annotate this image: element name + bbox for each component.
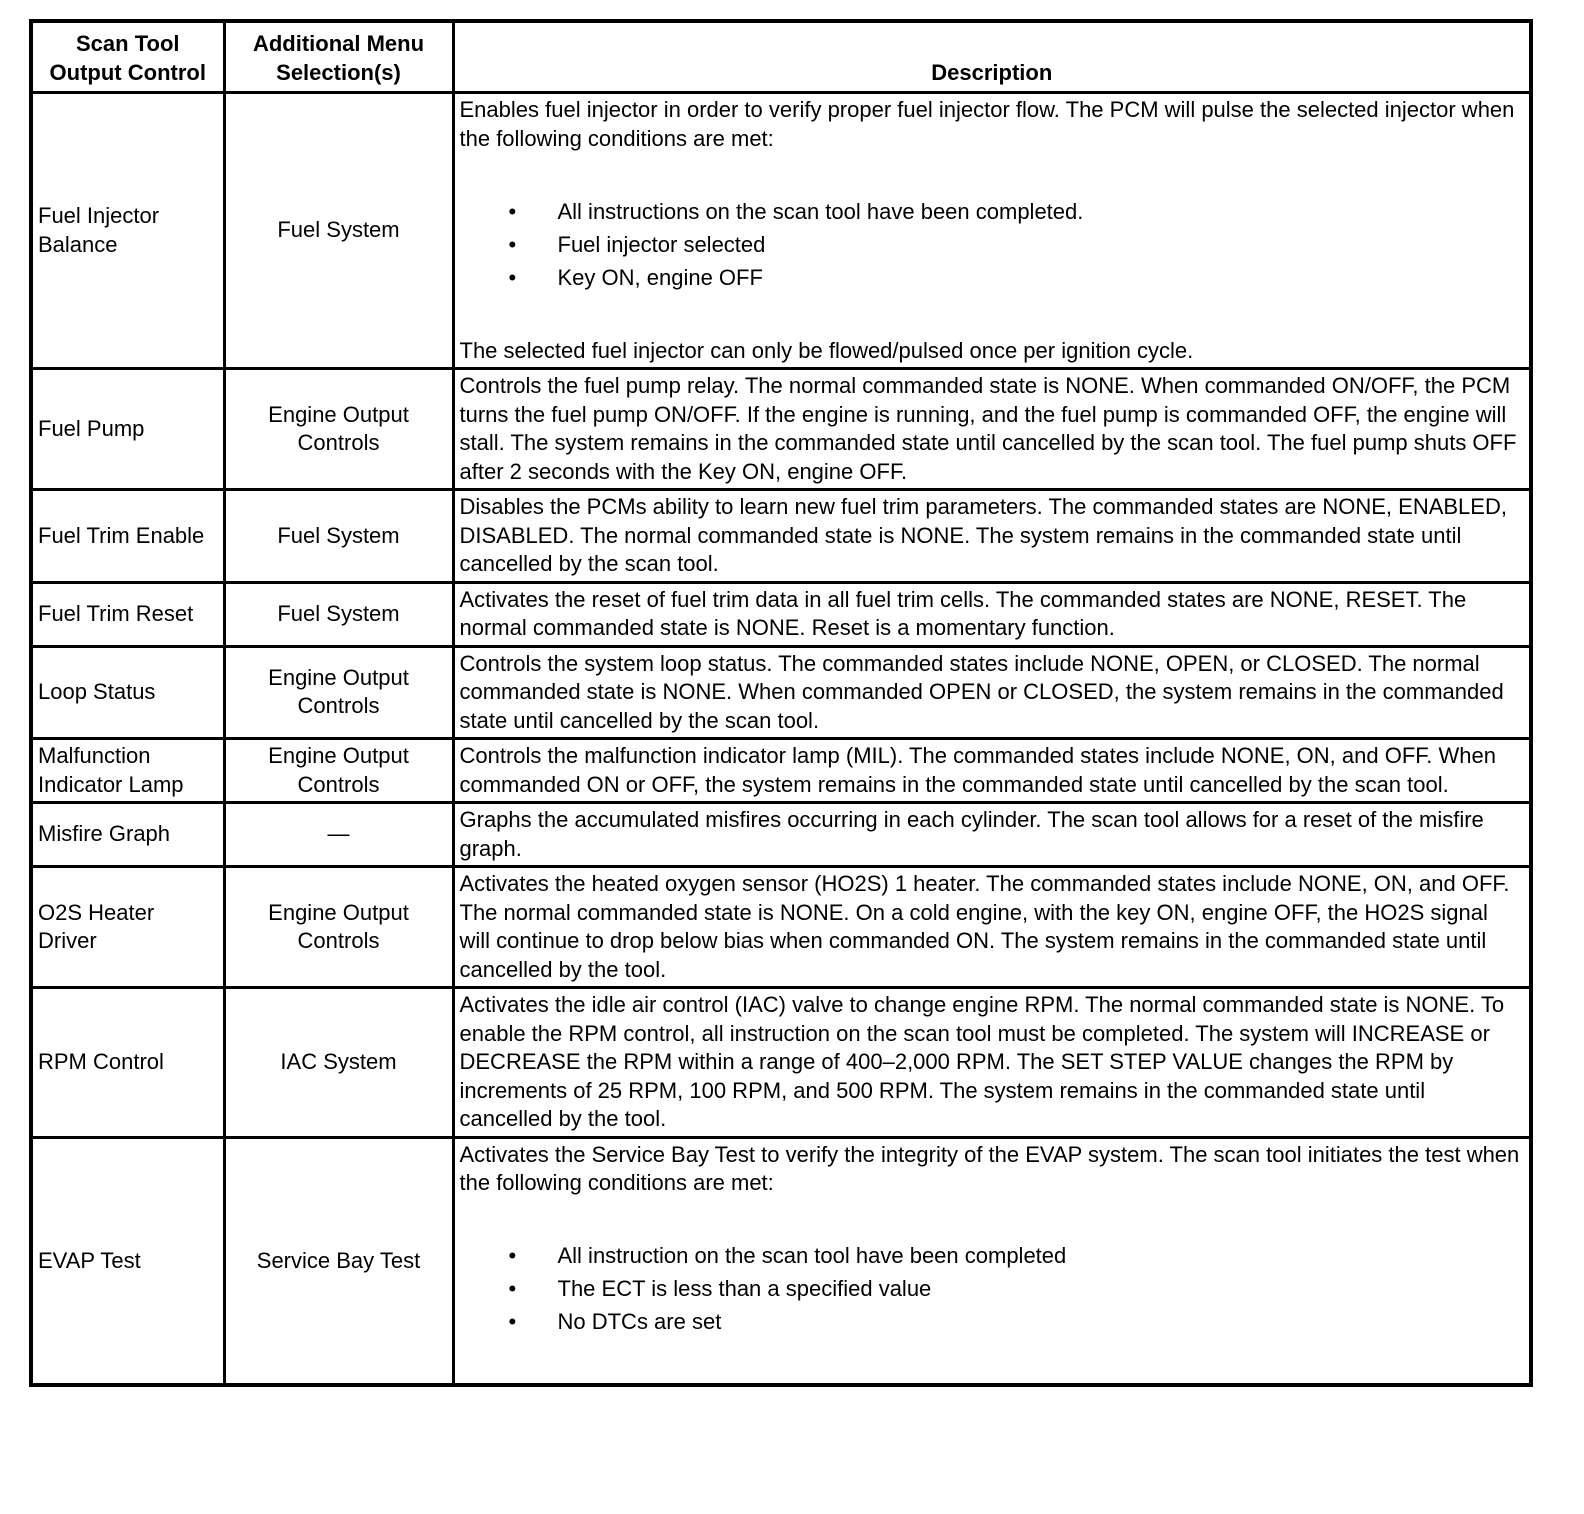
cell-menu: Engine Output Controls <box>224 369 453 490</box>
list-item-text: No DTCs are set <box>557 1309 722 1334</box>
list-item-text: Key ON, engine OFF <box>557 264 763 290</box>
list-item-text: Fuel injector selected <box>557 231 766 257</box>
list-item <box>460 231 1525 260</box>
table-row-fuel-trim-enable <box>31 490 1531 583</box>
cell-menu: Engine Output Controls <box>224 739 453 803</box>
table-row-fuel-pump <box>31 369 1531 490</box>
bullet-icon: • <box>508 1243 517 1268</box>
bullet-icon: • <box>508 1309 517 1334</box>
list-item <box>460 264 1525 293</box>
table-row-fuel-trim-reset <box>31 582 1531 646</box>
cell-description: Controls the malfunction indicator lamp (MIL). The commanded states include NONE, ON, and OFF. When commanded ON or OFF, the system remains in the commanded state until cancelled by the scan tool. <box>453 739 1531 803</box>
cell-description: Controls the system loop status. The commanded states include NONE, OPEN, or CLOSED. The normal commanded state is NONE. When commanded OPEN or CLOSED, the system remains in the commanded state until cancelled by the scan tool. <box>453 646 1531 739</box>
cell-control: Fuel Injector Balance <box>31 93 224 369</box>
cell-control: Fuel Pump <box>31 369 224 490</box>
description-intro: Enables fuel injector in order to verify proper fuel injector flow. The PCM will pulse the selected injector when the following conditions are met: <box>459 97 1515 151</box>
description-intro: Activates the Service Bay Test to verify the integrity of the EVAP system. The scan tool initiates the test when the following conditions are met: <box>459 1141 1520 1195</box>
cell-description <box>453 1137 1531 1385</box>
table-row-loop-status <box>31 646 1531 739</box>
cell-control: Malfunction Indicator Lamp <box>31 739 224 803</box>
cell-menu: Engine Output Controls <box>224 867 453 988</box>
cell-menu: Service Bay Test <box>224 1137 453 1385</box>
bullet-icon: • <box>508 264 517 290</box>
header-description: Description <box>453 21 1531 93</box>
cell-menu: Engine Output Controls <box>224 646 453 739</box>
list-item-text: All instruction on the scan tool have been completed <box>557 1243 1067 1268</box>
list-item <box>460 198 1525 227</box>
bullet-icon: • <box>508 231 517 257</box>
description-outro: The selected fuel injector can only be flowed/pulsed once per ignition cycle. <box>459 337 1194 363</box>
cell-control: Fuel Trim Enable <box>31 490 224 583</box>
table-row-misfire-graph <box>31 803 1531 867</box>
cell-control: EVAP Test <box>31 1137 224 1385</box>
spacer <box>460 153 1525 193</box>
cell-description: Disables the PCMs ability to learn new fuel trim parameters. The commanded states are NONE, ENABLED, DISABLED. The normal commanded state is NONE. The system remains in the commanded state until cancelled by the scan tool. <box>453 490 1531 583</box>
cell-menu: Fuel System <box>224 490 453 583</box>
bullet-icon: • <box>508 198 517 224</box>
condition-list <box>460 1242 1525 1337</box>
list-item <box>460 1308 1525 1337</box>
cell-menu: — <box>224 803 453 867</box>
cell-description <box>453 93 1531 369</box>
cell-control: Fuel Trim Reset <box>31 582 224 646</box>
header-additional-menu-selections: Additional Menu Selection(s) <box>224 21 453 93</box>
cell-description: Controls the fuel pump relay. The normal commanded state is NONE. When commanded ON/OFF, the PCM turns the fuel pump ON/OFF. If the engine is running, and the fuel pump is commanded OFF, the engine will stall. The system remains in the commanded state until cancelled by the scan tool. The fuel pump shuts OFF after 2 seconds with the Key ON, engine OFF. <box>453 369 1531 490</box>
header-row <box>31 21 1531 93</box>
cell-control: Misfire Graph <box>31 803 224 867</box>
cell-menu: IAC System <box>224 988 453 1138</box>
cell-control: Loop Status <box>31 646 224 739</box>
cell-description: Graphs the accumulated misfires occurring in each cylinder. The scan tool allows for a reset of the misfire graph. <box>453 803 1531 867</box>
header-scan-tool-output-control: Scan Tool Output Control <box>31 21 224 93</box>
cell-control: O2S Heater Driver <box>31 867 224 988</box>
table-row-rpm-control <box>31 988 1531 1138</box>
cell-description: Activates the heated oxygen sensor (HO2S) 1 heater. The commanded states include NONE, ON, and OFF. The normal commanded state is NONE. On a cold engine, with the key ON, engine OFF, the HO2S signal will continue to drop below bias when commanded ON. The system remains in the commanded state until cancelled by the tool. <box>453 867 1531 988</box>
scan-tool-output-controls-table <box>29 19 1533 1387</box>
list-item <box>460 1242 1525 1271</box>
list-item-text: All instructions on the scan tool have been completed. <box>557 198 1084 224</box>
table-row-fuel-injector-balance <box>31 93 1531 369</box>
bullet-icon: • <box>508 1276 517 1301</box>
list-item <box>460 1275 1525 1304</box>
spacer <box>460 297 1525 337</box>
spacer <box>460 1198 1525 1238</box>
cell-description: Activates the reset of fuel trim data in all fuel trim cells. The commanded states are NONE, RESET. The normal commanded state is NONE. Reset is a momentary function. <box>453 582 1531 646</box>
cell-control: RPM Control <box>31 988 224 1138</box>
table-row-evap-test <box>31 1137 1531 1385</box>
table-row-malfunction-indicator-lamp <box>31 739 1531 803</box>
cell-menu: Fuel System <box>224 93 453 369</box>
condition-list <box>460 198 1525 293</box>
spacer <box>460 1341 1525 1381</box>
list-item-text: The ECT is less than a specified value <box>557 1276 932 1301</box>
table-row-o2s-heater-driver <box>31 867 1531 988</box>
cell-description: Activates the idle air control (IAC) valve to change engine RPM. The normal commanded state is NONE. To enable the RPM control, all instruction on the scan tool must be completed. The system will INCREASE or DECREASE the RPM within a range of 400–2,000 RPM. The SET STEP VALUE changes the RPM by increments of 25 RPM, 100 RPM, and 500 RPM. The system remains in the commanded state until cancelled by the tool. <box>453 988 1531 1138</box>
cell-menu: Fuel System <box>224 582 453 646</box>
